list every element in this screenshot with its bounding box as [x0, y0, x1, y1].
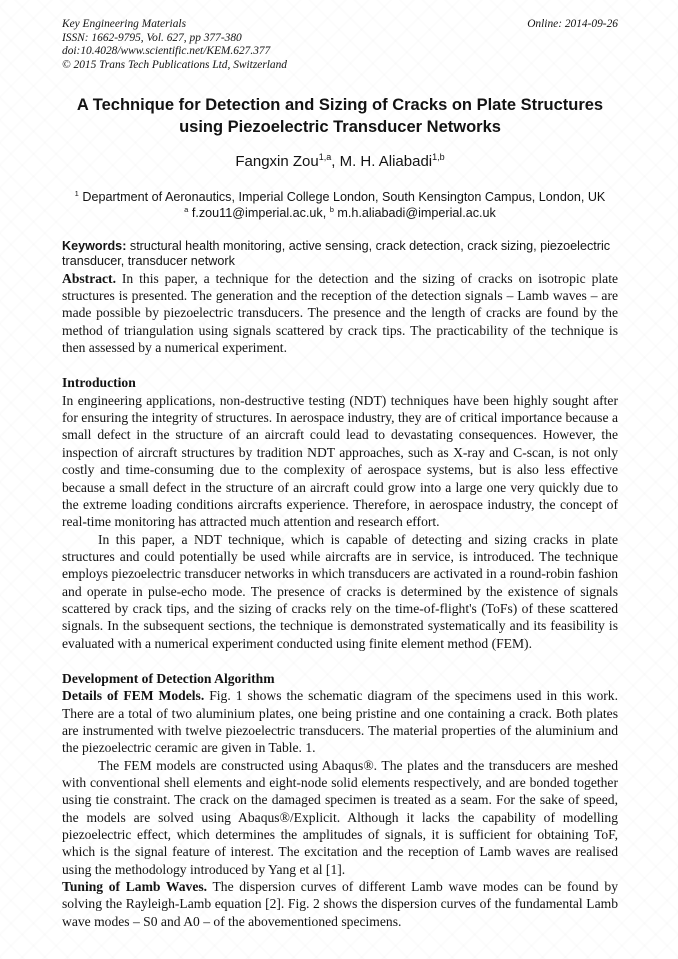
- journal-name: Key Engineering Materials: [62, 18, 187, 30]
- section-heading-development: Development of Detection Algorithm: [62, 670, 275, 686]
- email-b: m.h.aliabadi@imperial.ac.uk: [333, 206, 496, 221]
- keywords-label: Keywords:: [62, 238, 127, 253]
- fem-models-label: Details of FEM Models.: [62, 688, 205, 704]
- author-name-1: Fangxin Zou: [235, 153, 319, 171]
- paper-body: [62, 270, 618, 930]
- journal-header: [62, 18, 618, 73]
- keywords-block: [62, 239, 618, 270]
- email-line: [62, 205, 618, 221]
- tuning-paragraph: [62, 878, 618, 930]
- journal-info-block: [62, 18, 287, 73]
- tuning-label: Tuning of Lamb Waves.: [62, 879, 208, 895]
- author-name-2: M. H. Aliabadi: [339, 153, 433, 171]
- keywords-text: structural health monitoring, active sensing, crack detection, crack sizing, piezoelectric transducer, transducer network: [62, 238, 611, 269]
- fem-models-text: Fig. 1 shows the schematic diagram of the specimens used in this work. There are a total of two aluminium plates, one being pristine and one containing a crack. Both plates are instrumented with twelve piezoelectric transducers. The material properties of the aluminium and the piezoelectric ceramic are given in Table. 1.: [62, 688, 618, 756]
- abstract-label: Abstract.: [62, 270, 116, 286]
- affiliation-text: Department of Aeronautics, Imperial College London, South Kensington Campus, London, UK: [78, 190, 606, 205]
- affiliation-line: [62, 189, 618, 205]
- online-date: Online: 2014-09-26: [527, 18, 618, 30]
- introduction-paragraph-1: In engineering applications, non-destructive testing (NDT) techniques have been highly sought after for ensuring the integrity of structures. In aerospace industry, they are of critical importance because a small defect in the structure of an aircraft could lead to devastating consequences. However, the inspection of aircraft structures by tradition NDT approaches, such as X-ray and C-scan, is not only costly and time-consuming due to the complexity of aerospace systems, but is also less effective because a small defect in the structure of an aircraft could grow into a large one very quickly due to the extreme loading conditions aircrafts experience. Therefore, in aerospace industry, the concept of real-time monitoring has attracted much attention and research effort.: [62, 392, 618, 530]
- affiliation-block: [62, 189, 618, 221]
- fem-models-paragraph: [62, 687, 618, 756]
- issn-line: ISSN: 1662-9795, Vol. 627, pp 377-380: [62, 31, 242, 44]
- authors-line: [62, 153, 618, 170]
- abstract-text: In this paper, a technique for the detection and the sizing of cracks on isotropic plate structures is presented. The generation and the reception of the detection signals – Lamb waves – are made possible by piezoelectric transducers. The presence and the length of cracks are found by the method of triangulation using signals scattered by crack tips. The practicability of the technique is then assessed by a numerical experiment.: [62, 270, 619, 356]
- introduction-paragraph-2: In this paper, a NDT technique, which is capable of detecting and sizing cracks in plate structures and could potentially be used while aircrafts are in service, is introduced. The technique employs piezoelectric transducer networks in which transducers are activated in a round-robin fashion and operate in pulse-echo mode. The presence of cracks is determined by the existence of signals scattered by crack tips, and the sizing of cracks rely on the time-of-flight's (ToFs) of these scattered signals. In the subsequent sections, the technique is demonstrated systematically and its feasibility is evaluated with a numerical experiment conducted using finite element method (FEM).: [62, 531, 618, 651]
- email-superscript-a: a: [184, 205, 189, 215]
- fem-models-paragraph-2: The FEM models are constructed using Abaqus®. The plates and the transducers are meshed with conventional shell elements and eight-node solid elements respectively, and are bonded together using tie constraint. The crack on the damaged specimen is treated as a seam. For the sake of speed, the models are solved using Abaqus®/Explicit. Although it lacks the capability of modelling piezoelectric effect, which determines the amplitudes of signals, it is sufficient for obtaining ToF, which is the signal feature of interest. The excitation and the reception of Lamb waves are realised using the methodology introduced by Yang et al [1].: [62, 757, 618, 877]
- email-superscript-b: b: [329, 205, 334, 215]
- author-separator: ,: [331, 153, 340, 171]
- email-a: f.zou11@imperial.ac.uk,: [188, 206, 330, 221]
- author-superscript-1: 1,a: [318, 152, 332, 163]
- section-heading-introduction: Introduction: [62, 375, 136, 391]
- affiliation-superscript: 1: [74, 189, 79, 199]
- doi-line: doi:10.4028/www.scientific.net/KEM.627.377: [62, 45, 271, 58]
- abstract-paragraph: [62, 270, 618, 357]
- author-superscript-2: 1,b: [432, 152, 445, 163]
- copyright-line: © 2015 Trans Tech Publications Ltd, Switzerland: [62, 59, 287, 72]
- tuning-text: The dispersion curves of different Lamb wave modes can be found by solving the Rayleigh-Lamb equation [2]. Fig. 2 shows the dispersion curves of the fundamental Lamb wave modes – S0 and A0 – of the abovementioned specimens.: [62, 879, 618, 929]
- paper-title: A Technique for Detection and Sizing of Cracks on Plate Structures using Piezoelectric Transducer Networks: [76, 95, 604, 137]
